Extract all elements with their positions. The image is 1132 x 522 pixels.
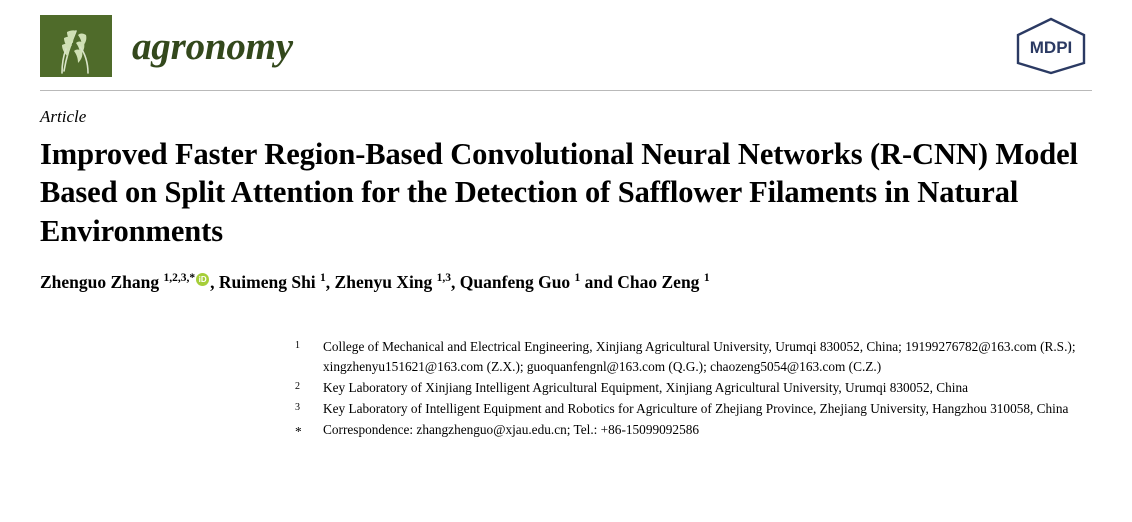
affiliation-marker: 1 [295,340,300,352]
affiliation-text: Key Laboratory of Intelligent Equipment and Robotics for Agriculture of Zhejiang Province, Zhejiang University, Hangzhou 310058, China [323,401,1069,417]
journal-title: agronomy [132,24,293,68]
author-names: Zhenguo Zhang $^{1,2,3,*}$ iD , Ruimeng Shi $^1$, Zhenyu Xing $^{1,3}$, Quanfeng Guo $^1$ and Chao Zeng $^1$ [40,272,710,292]
wheat-ear-icon [40,15,112,77]
correspondence-marker: * [295,424,302,440]
affiliation-item [295,378,1092,398]
affiliation-text: Key Laboratory of Xinjiang Intelligent Agricultural Equipment, Xinjiang Agricultural University, Urumqi 830052, China [323,380,969,396]
header-divider [40,90,1092,91]
affiliation-item [295,337,1092,377]
affiliation-marker: 2 [295,381,300,393]
svg-text:MDPI: MDPI [1029,38,1073,57]
affiliation-text: College of Mechanical and Electrical Engineering, Xinjiang Agricultural University, Urumqi 830052, China; 19199276782@163.com (R.S.); xingzhenyu151621@163.com (Z.X.); guoquanfengnl@163.com (Q.G.); chaozeng5054@163.com (C.Z.) [323,339,1076,375]
correspondence-text: Correspondence: zhangzhenguo@xjau.edu.cn; Tel.: +86-15099092586 [323,422,700,438]
journal-brand [40,15,293,77]
affiliation-list [295,337,1092,442]
orcid-icon[interactable] [196,273,209,286]
author-list [40,272,1092,293]
journal-masthead [40,0,1092,86]
correspondence-item [295,420,1092,442]
affiliation-item [295,399,1092,419]
article-type: Article [40,107,87,126]
mdpi-logo[interactable] [1010,15,1092,77]
page-title: Improved Faster Region-Based Convolutional Neural Networks (R-CNN) Model Based on Split Attention for the Detection of Safflower Filaments in Natural Environments [40,137,1078,248]
affiliation-marker: 3 [295,402,300,414]
